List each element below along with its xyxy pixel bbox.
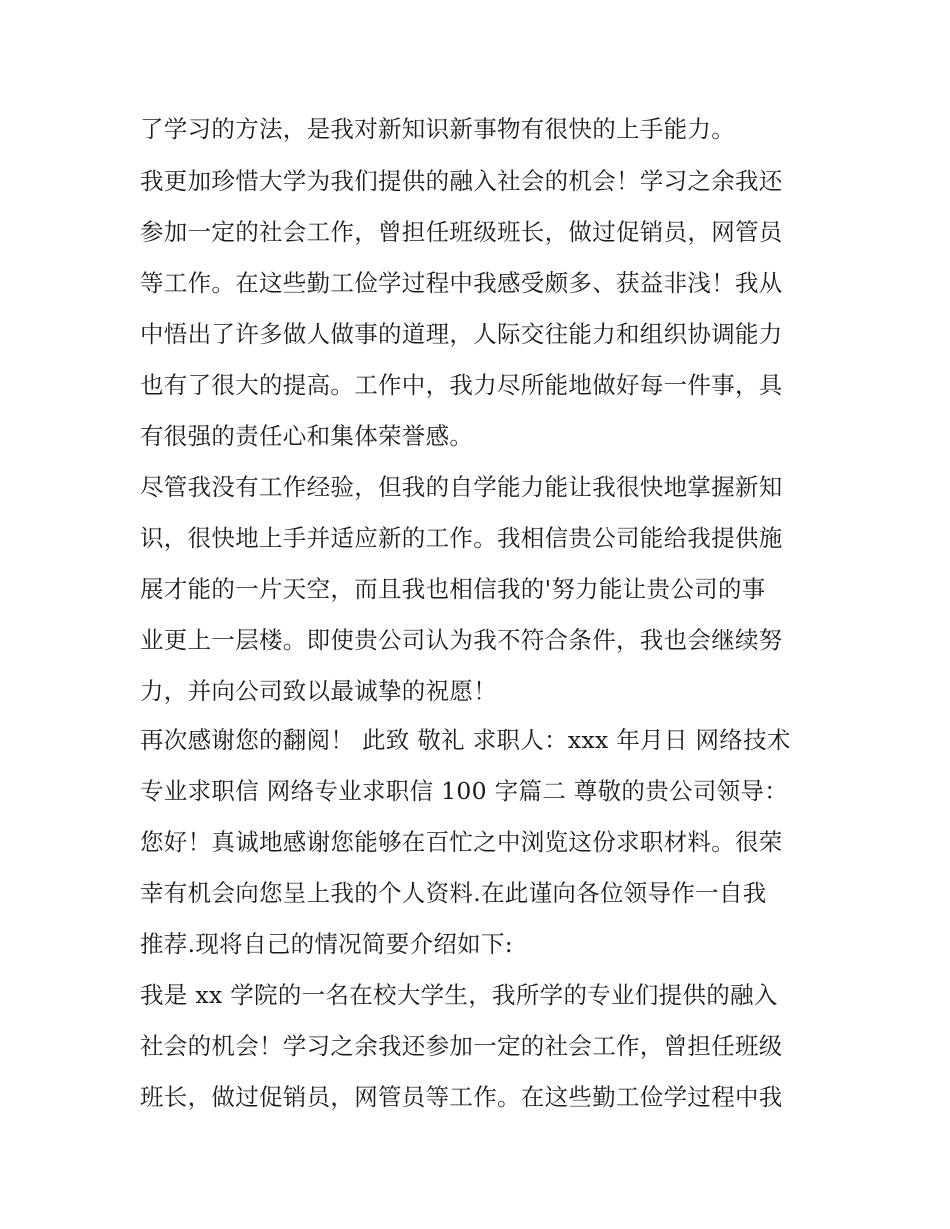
text-line: 也有了很大的提高。工作中，我力尽所能地做好每一件事，具: [140, 371, 783, 399]
text-line: 力，并向公司致以最诚挚的祝愿！: [140, 677, 497, 705]
text-line: 社会的机会！学习之余我还参加一定的社会工作，曾担任班级: [140, 1032, 783, 1060]
text-line: 幸有机会向您呈上我的个人资料.在此谨向各位领导作一自我: [140, 879, 767, 907]
text-line: 您好！真诚地感谢您能够在百忙之中浏览这份求职材料。很荣: [140, 828, 783, 856]
text-line: 识，很快地上手并适应新的工作。我相信贵公司能给我提供施: [140, 524, 783, 552]
text-line: 班长，做过促销员，网管员等工作。在这些勤工俭学过程中我: [140, 1083, 783, 1111]
text-line: 中悟出了许多做人做事的道理，人际交往能力和组织协调能力: [140, 320, 783, 348]
text-line: 我更加珍惜大学为我们提供的融入社会的机会！学习之余我还: [140, 167, 783, 195]
text-line: 推荐.现将自己的情况简要介绍如下:: [140, 930, 513, 958]
text-line: 参加一定的社会工作，曾担任班级班长，做过促销员，网管员: [140, 218, 783, 246]
text-line: 尽管我没有工作经验，但我的自学能力能让我很快地掌握新知: [140, 473, 783, 501]
text-line: 业更上一层楼。即使贵公司认为我不符合条件，我也会继续努: [140, 626, 783, 654]
text-line: 有很强的责任心和集体荣誉感。: [140, 422, 474, 450]
text-line: 再次感谢您的翻阅！ 此致 敬礼 求职人：xxx 年月日 网络技术: [140, 726, 791, 754]
text-line: 等工作。在这些勤工俭学过程中我感受颇多、获益非浅！我从: [140, 269, 783, 297]
text-line: 专业求职信 网络专业求职信 100 字篇二 尊敬的贵公司领导：: [140, 777, 789, 805]
text-line: 展才能的一片天空，而且我也相信我的'努力能让贵公司的事: [140, 575, 766, 603]
text-line: 了学习的方法，是我对新知识新事物有很快的上手能力。: [140, 115, 735, 143]
text-line: 我是 xx 学院的一名在校大学生，我所学的专业们提供的融入: [140, 981, 778, 1009]
